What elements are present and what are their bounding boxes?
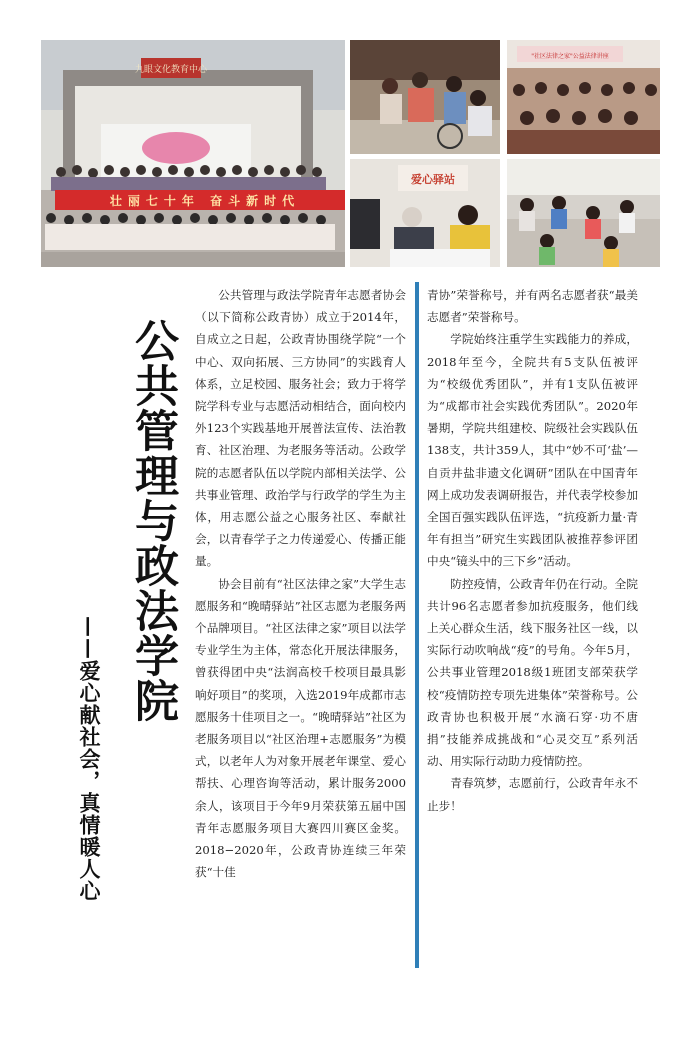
right-text-column [427,284,638,817]
group-photo [41,40,345,267]
group-banner-text: 壮丽七十年 奋斗新时代 [109,194,301,208]
page-subtitle: ——爱心献社会，真情暖人心 [77,616,102,902]
lecture-banner-text: "社区法律之家"公益法律讲座 [531,53,609,60]
column-divider [415,282,419,968]
paragraph: 防控疫情，公政青年仍在行动。全院共计96名志愿者参加抗疫服务，他们线上关心群众生活，线下服务社区一线，以实际行动吹响战“疫”的号角。今年5月，公共事业管理2018级1班团支部荣获学校“疫情防控专项先进集体”荣誉称号。公政青协也积极开展“水滴石穿·功不唐捐”技能养成挑战和“心灵交互”系列活动、用实际行动助力疫情防控。 [427,576,638,769]
tutoring-photo [350,159,500,267]
left-text-column [195,284,406,883]
elderly-visit-photo [350,40,500,154]
paragraph: 公共管理与政法学院青年志愿者协会（以下简称公政青协）成立于2014年，自成立之日起，公政青协围绕学院“一个中心、双向拓展、三方协同”的实践育人体系，立足校园、服务社会；致力于将学院学科专业与志愿活动相结合，面向校内外123个实践基地开展普法宣传、法治教育、社区治理、为老服务等活动。公政学院的志愿者队伍以学院内部相关法学、公共事业管理、政治学与行政学的学生为主体，用志愿公益之心服务社区、奉献社会，以青春学子之力传递爱心、传播正能量。 [195,288,406,569]
page-title: 公共管理与政法学院 [127,318,178,723]
classroom-lecture-photo [507,40,660,154]
paragraph: 学院始终注重学生实践能力的养成，2018年至今，全院共有5支队伍被评为“校级优秀团队”，并有1支队伍被评为“成都市社会实践优秀团队”。2020年暑期，学院共组建校、院级社会实践队伍138支，共计359人，其中“妙不可‘盐’—自贡井盐非遗文化调研”团队在中国青年网上成功发表调研报告，并代表学校参加全国百强实践队伍评选，“抗疫新力量·青年有担当”研究生实践团队被推荐参评团中央“镜头中的三下乡”活动。 [427,332,638,569]
station-sign: 爱心驿站 [411,173,455,186]
paragraph: 青春筑梦，志愿前行，公政青年永不止步！ [427,776,638,813]
gate-sign: 九眼文化教育中心 [134,65,208,75]
children-activity-photo [507,159,660,267]
paragraph-continuation: 青协”荣誉称号，并有两名志愿者获“最美志愿者”荣誉称号。 [427,288,638,325]
paragraph: 协会目前有“社区法律之家”大学生志愿服务和“晚晴驿站”社区志愿为老服务两个品牌项目。“社区法律之家”项目以法学专业学生为主体，常态化开展法律服务，曾获得团中央“法润高校千校项目最具影响好项目”的奖项，入选2019年成都市志愿服务十佳项目之一。“晚晴驿站”社区为老服务项目以“社区治理+志愿服务”为模式，以老年人为对象开展老年课堂、爱心帮扶、心理咨询等活动，累计服务2000余人，该项目于今年9月荣获第五届中国青年志愿服务项目大赛四川赛区金奖。2018−2020年，公政青协连续三年荣获“十佳 [195,576,406,880]
